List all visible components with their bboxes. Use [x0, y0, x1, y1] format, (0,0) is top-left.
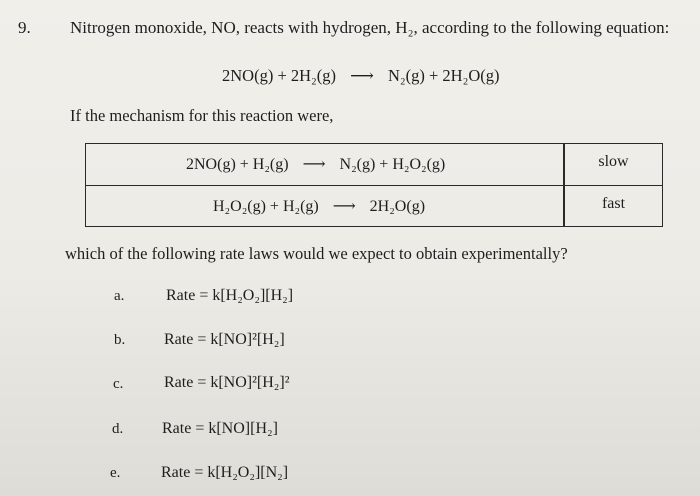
reaction-arrow-icon: ⟶ [350, 66, 374, 85]
option-b-letter: b. [114, 332, 126, 348]
reaction-arrow-icon: ⟶ [332, 198, 356, 215]
mechanism-step-1-reactants: 2NO(g) + H₂(g) [186, 156, 289, 173]
option-b-rate-law: Rate = k[NO]²[H₂] [164, 331, 285, 348]
option-c-letter: c. [113, 376, 124, 392]
mechanism-step-2 [86, 186, 662, 227]
mechanism-intro: If the mechanism for this reaction were, [70, 106, 334, 125]
mechanism-step-1 [86, 144, 662, 186]
mechanism-step-2-speed: fast [601, 195, 626, 212]
option-e-rate-law: Rate = k[H₂O₂][N₂] [161, 464, 289, 481]
mechanism-step-2-reactants: H₂O₂(g) + H₂(g) [213, 198, 319, 215]
mechanism-step-1-products: N₂(g) + H₂O₂(g) [339, 156, 446, 173]
mechanism-step-1-equation [186, 154, 445, 174]
mechanism-step-2-products: 2H₂O(g) [369, 198, 426, 215]
question-number: 9. [18, 18, 31, 37]
question-text: Nitrogen monoxide, NO, reacts with hydrogen, H₂, according to the following equation: [70, 18, 670, 37]
option-a-letter: a. [114, 288, 125, 304]
question-prompt: which of the following rate laws would we expect to obtain experimentally? [65, 244, 568, 263]
option-d-rate-law: Rate = k[NO][H₂] [162, 420, 278, 437]
mechanism-step-2-equation [213, 196, 425, 216]
reaction-arrow-icon: ⟶ [302, 156, 326, 173]
overall-equation-products: N₂(g) + 2H₂O(g) [387, 66, 500, 85]
option-a-rate-law: Rate = k[H₂O₂][H₂] [166, 287, 294, 304]
option-e-letter: e. [110, 465, 121, 481]
mechanism-table [85, 143, 663, 227]
option-d-letter: d. [112, 421, 124, 437]
mechanism-step-1-speed: slow [598, 153, 629, 170]
overall-equation [222, 66, 500, 86]
option-c-rate-law: Rate = k[NO]²[H₂]² [164, 374, 290, 391]
overall-equation-reactants: 2NO(g) + 2H₂(g) [222, 66, 337, 85]
